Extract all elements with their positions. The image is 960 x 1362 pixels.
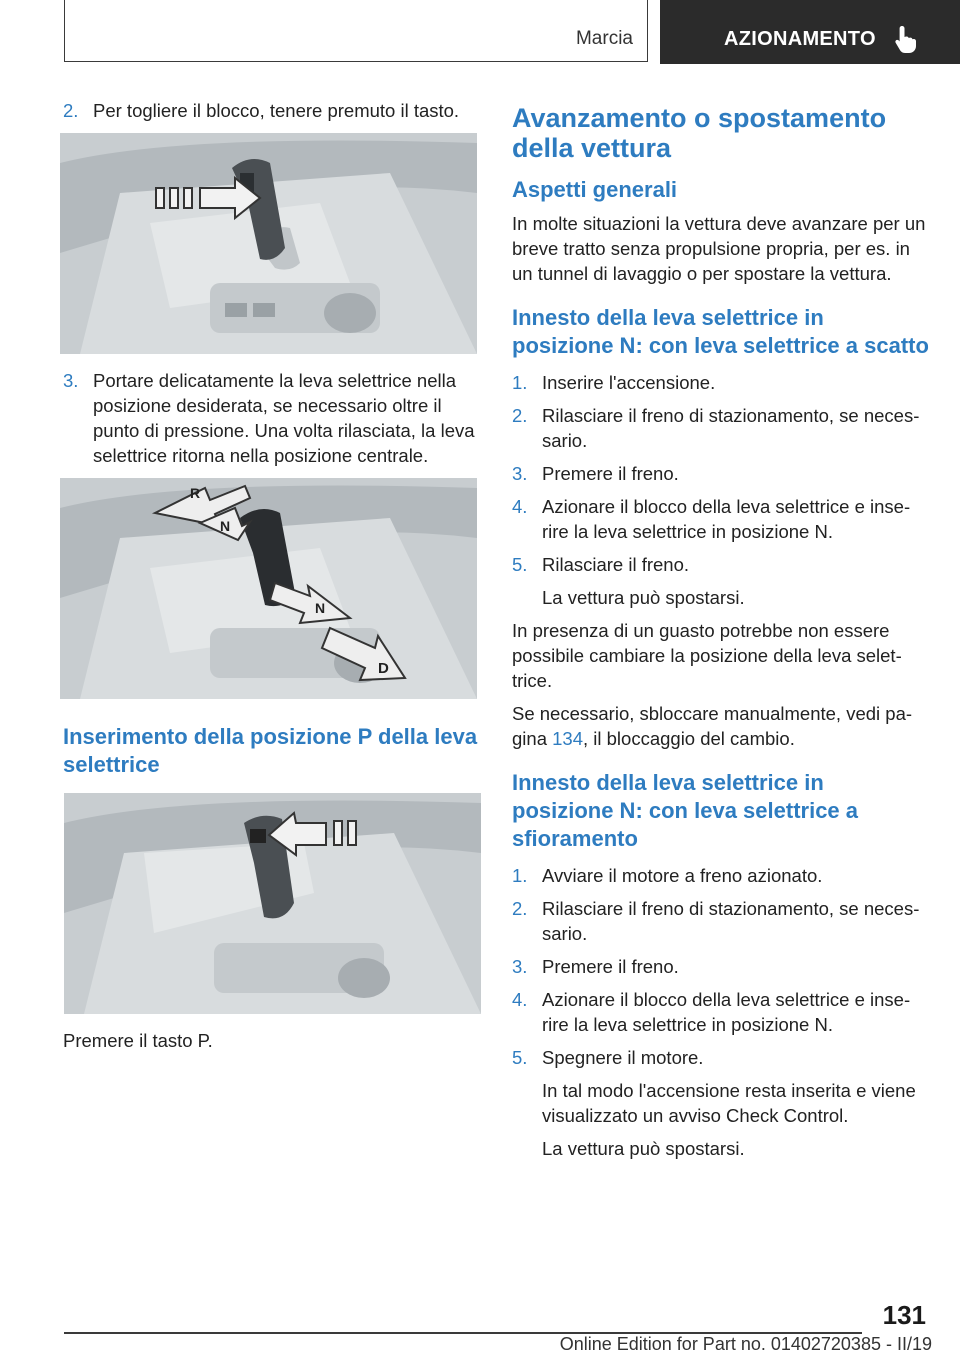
step-number: 2.	[512, 898, 528, 919]
list-item	[512, 461, 930, 486]
heading-park-position: Inserimento della posizione P della leva selettrice	[63, 724, 478, 777]
left-column	[63, 98, 481, 1061]
figure-selector-lever-unlock	[60, 133, 477, 354]
list-item	[512, 403, 930, 453]
step-3-move-lever	[63, 368, 481, 468]
step-text: Rilasciare il freno di stazionamento, se necessario.	[542, 405, 920, 451]
step-text: Avviare il motore a freno azionato.	[542, 865, 823, 886]
step-text: Azionare il blocco della leva selettrice e inserire la leva selettrice in posizione N.	[542, 496, 911, 542]
right-column	[512, 103, 930, 1169]
footer-edition: Online Edition for Part no. 01402720385 - II/19	[559, 1334, 932, 1354]
step-text: Premere il freno.	[542, 956, 679, 977]
list-item	[512, 370, 930, 395]
figure-park-button	[64, 793, 481, 1014]
step-number: 5.	[512, 1047, 528, 1068]
step-subtext-2: La vettura può spostarsi.	[542, 1138, 745, 1159]
step-number: 1.	[512, 372, 528, 393]
step-text: Per togliere il blocco, tenere premuto il tasto.	[93, 100, 460, 121]
manual-unlock-text-a: Se necessario, sbloccare manualmente, vedi pagina	[512, 703, 913, 749]
hand-pointer-icon	[893, 24, 919, 54]
step-number: 3.	[63, 370, 79, 391]
list-item	[512, 552, 930, 610]
heading-neutral-shift-lever: Innesto della leva selettrice in posizione N: con leva selettrice a scatto	[512, 305, 929, 358]
header-section-title: Marcia	[575, 28, 633, 49]
step-text: Portare delicatamente la leva selettrice nella posizione desiderata, se necessario oltre il punto di pressione. Una volta rilasciata, la leva selettrice ritorna nella posizione centrale.	[93, 370, 475, 466]
list-item	[512, 1045, 930, 1161]
intro-paragraph: In molte situazioni la vettura deve avanzare per un breve tratto senza propulsione propria, per es. in un tunnel di lavaggio o per spostare la vettura.	[512, 213, 926, 284]
header-chapter-title: AZIONAMENTO	[724, 28, 876, 50]
list-item	[512, 954, 930, 979]
step-text: Premere il freno.	[542, 463, 679, 484]
manual-unlock-paragraph	[512, 701, 930, 751]
step-number: 3.	[512, 956, 528, 977]
position-label-r: R	[190, 485, 201, 501]
heading-neutral-touch-lever: Innesto della leva selettrice in posizione N: con leva selettrice a sfioramento	[512, 770, 859, 851]
step-text: Azionare il blocco della leva selettrice e inserire la leva selettrice in posizione N.	[542, 989, 911, 1035]
list-item	[512, 896, 930, 946]
heading-general: Aspetti generali	[512, 177, 678, 202]
step-number: 4.	[512, 496, 528, 517]
list-item	[512, 494, 930, 544]
step-text: Rilasciare il freno di stazionamento, se necessario.	[542, 898, 920, 944]
step-number: 5.	[512, 554, 528, 575]
list-item	[512, 987, 930, 1037]
header-chapter-box	[660, 0, 960, 64]
step-subtext: In tal modo l'accensione resta inserita e viene visualizzato un avviso Check Control.	[542, 1080, 916, 1126]
step-text: Rilasciare il freno.	[542, 554, 690, 575]
figure-selector-lever-positions	[60, 478, 477, 699]
step-text: Inserire l'accensione.	[542, 372, 716, 393]
position-label-n-top: N	[220, 518, 231, 534]
manual-unlock-text-b: , il bloccaggio del cambio.	[583, 728, 795, 749]
page-number: 131	[882, 1300, 926, 1330]
instruction-press-p: Premere il tasto P.	[63, 1030, 213, 1051]
step-number: 3.	[512, 463, 528, 484]
step-text: Spegnere il motore.	[542, 1047, 704, 1068]
position-label-n-bottom: N	[315, 600, 326, 616]
list-item	[512, 863, 930, 888]
step-number: 2.	[512, 405, 528, 426]
position-label-d: D	[378, 660, 389, 677]
step-2-release-lock	[63, 98, 481, 123]
fault-paragraph: In presenza di un guasto potrebbe non essere possibile cambiare la posizione della leva selettrice.	[512, 620, 902, 691]
page-reference-link[interactable]: 134	[552, 728, 583, 749]
step-number: 2.	[63, 100, 79, 121]
heading-moving-vehicle: Avanzamento o spostamento della vettura	[512, 103, 887, 163]
header-section-box	[64, 0, 648, 62]
step-number: 1.	[512, 865, 528, 886]
step-number: 4.	[512, 989, 528, 1010]
step-subtext: La vettura può spostarsi.	[542, 587, 745, 608]
